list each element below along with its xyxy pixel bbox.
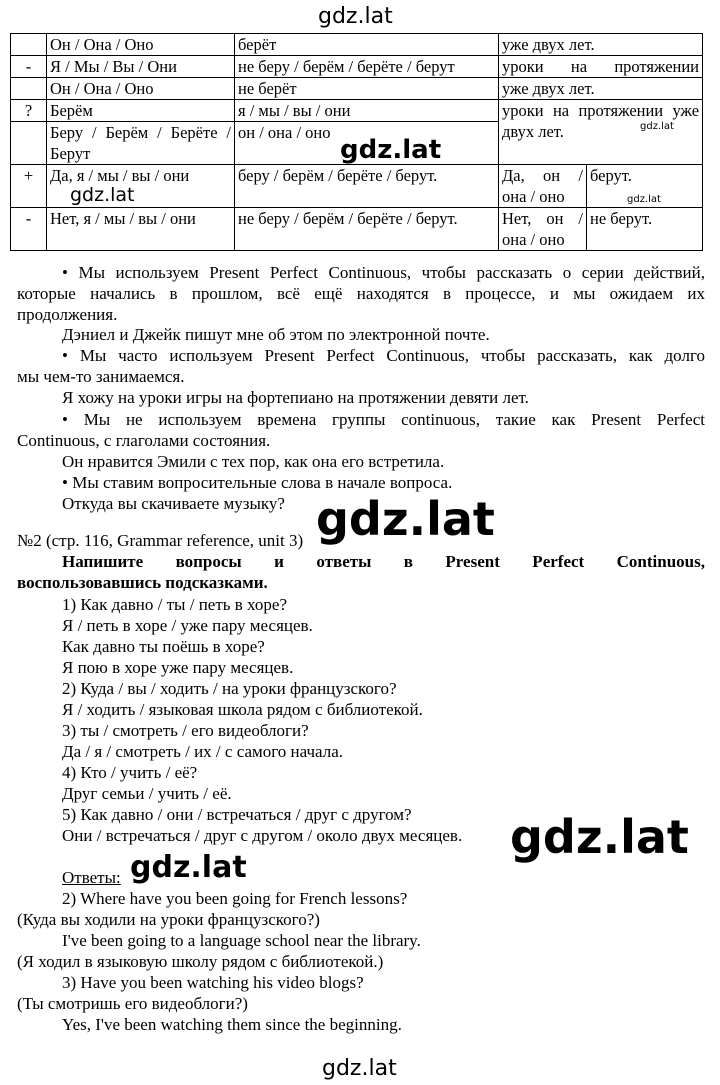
- rule-3-line-2: Continuous, с глаголами состояния.: [17, 431, 271, 450]
- rule-2-line-1: • Мы часто используем Present Perfect Continuous, чтобы рассказать, как долго: [62, 346, 705, 365]
- rule-2-example: Я хожу на уроки игры на фортепиано на протяжении девяти лет.: [62, 388, 529, 407]
- watermark-large: gdz.lat: [316, 492, 495, 546]
- answers-label: Ответы:: [62, 868, 121, 887]
- table-row: [11, 78, 703, 100]
- answer-line: Yes, I've been watching them since the beginning.: [62, 1015, 402, 1034]
- watermark-table: gdz.lat: [340, 135, 442, 165]
- task-item: 4) Кто / учить / её?: [62, 763, 198, 782]
- task-item: Я / петь в хоре / уже пару месяцев.: [62, 616, 313, 635]
- table-cell-sign: -: [11, 208, 47, 251]
- rule-1-line-2: которые начались в прошлом, всё ещё находятся в процессе, и мы ожидаем их: [17, 284, 705, 303]
- answer-line: (Куда вы ходили на уроки французского?): [17, 910, 320, 929]
- table-cell-sign: ?: [11, 100, 47, 122]
- task-item: Я / ходить / языковая школа рядом с библиотекой.: [62, 700, 423, 719]
- task-item: Друг семьи / учить / её.: [62, 784, 232, 803]
- rule-3-line-1: • Мы не используем времена группы continuous, такие как Present Perfect: [62, 410, 705, 429]
- table-cell-verb: берёт: [235, 34, 499, 56]
- table-cell-subject: Он / Она / Оно: [47, 78, 235, 100]
- table-cell-subject: Я / Мы / Вы / Они: [47, 56, 235, 78]
- watermark-bottom: gdz.lat: [322, 1056, 397, 1081]
- answer-line: (Ты смотришь его видеоблоги?): [17, 994, 248, 1013]
- table-cell-subject: Да, я / мы / вы / они: [47, 165, 235, 208]
- table-cell-short-pronoun: Да, он / она / оно: [499, 165, 587, 208]
- rule-4-line: • Мы ставим вопросительные слова в начале вопроса.: [62, 473, 453, 492]
- table-cell-sign: [11, 78, 47, 100]
- task-item: Как давно ты поёшь в хоре?: [62, 637, 265, 656]
- watermark-small: gdz.lat: [627, 194, 661, 205]
- table-cell-subject: Берём: [47, 100, 235, 122]
- task-reference: №2 (стр. 116, Grammar reference, unit 3): [17, 531, 304, 550]
- task-item: 2) Куда / вы / ходить / на уроки французского?: [62, 679, 397, 698]
- table-cell-short-verb: не берут.: [587, 208, 703, 251]
- task-item: Они / встречаться / друг с другом / около двух месяцев.: [62, 826, 463, 845]
- rule-1-example: Дэниел и Джейк пишут мне об этом по электронной почте.: [62, 325, 490, 344]
- table-cell-sign: +: [11, 165, 47, 208]
- rule-3-example: Он нравится Эмили с тех пор, как она его встретила.: [62, 452, 445, 471]
- table-cell-verb: он / она / оно: [235, 122, 499, 165]
- table-row: [11, 208, 703, 251]
- rule-1-line-1: • Мы используем Present Perfect Continuous, чтобы рассказать о серии действий,: [62, 263, 705, 282]
- answer-line: 2) Where have you been going for French lessons?: [62, 889, 408, 908]
- table-cell-time: уже двух лет.: [499, 34, 703, 56]
- task-title-line-1: Напишите вопросы и ответы в Present Perfect Continuous,: [62, 552, 705, 571]
- watermark-large: gdz.lat: [510, 810, 689, 864]
- task-item: 3) ты / смотреть / его видеоблоги?: [62, 721, 309, 740]
- table-cell-subject: Нет, я / мы / вы / они: [47, 208, 235, 251]
- watermark-table-left: gdz.lat: [70, 184, 135, 206]
- rule-2-line-2: мы чем-то занимаемся.: [17, 367, 185, 386]
- table-row: [11, 34, 703, 56]
- table-cell-verb: не беру / берём / берёте / берут.: [235, 208, 499, 251]
- watermark-small: gdz.lat: [640, 121, 674, 132]
- table-cell-verb: я / мы / вы / они: [235, 100, 499, 122]
- table-row: [11, 100, 703, 122]
- table-cell-time: уроки на протяжении: [499, 56, 703, 78]
- table-cell-time: уже двух лет.: [499, 78, 703, 100]
- answer-line: (Я ходил в языковую школу рядом с библиотекой.): [17, 952, 384, 971]
- table-row: [11, 56, 703, 78]
- table-cell-sign: [11, 122, 47, 165]
- table-cell-sign: -: [11, 56, 47, 78]
- task-title-line-2: воспользовавшись подсказками.: [17, 573, 268, 592]
- task-item: 5) Как давно / они / встречаться / друг с другом?: [62, 805, 412, 824]
- table-cell-verb: беру / берём / берёте / берут.: [235, 165, 499, 208]
- answer-line: I've been going to a language school near the library.: [62, 931, 421, 950]
- rule-4-example: Откуда вы скачиваете музыку?: [62, 494, 285, 513]
- task-item: Я пою в хоре уже пару месяцев.: [62, 658, 294, 677]
- table-cell-verb: не берёт: [235, 78, 499, 100]
- task-item: 1) Как давно / ты / петь в хоре?: [62, 595, 287, 614]
- table-cell-short-verb: берут.: [587, 165, 703, 208]
- table-cell-subject: Беру / Берём / Берёте / Берут: [47, 122, 235, 165]
- table-cell-time: уроки на протяжении уже двух лет.: [499, 100, 703, 165]
- answer-line: 3) Have you been watching his video blogs?: [62, 973, 364, 992]
- watermark-top: gdz.lat: [318, 4, 393, 29]
- table-cell-subject: Он / Она / Оно: [47, 34, 235, 56]
- table-cell-short-pronoun: Нет, он / она / оно: [499, 208, 587, 251]
- table-cell-sign: [11, 34, 47, 56]
- task-item: Да / я / смотреть / их / с самого начала.: [62, 742, 344, 761]
- table-cell-verb: не беру / берём / берёте / берут: [235, 56, 499, 78]
- watermark-answers: gdz.lat: [130, 850, 247, 885]
- rule-1-line-3: продолжения.: [17, 305, 118, 324]
